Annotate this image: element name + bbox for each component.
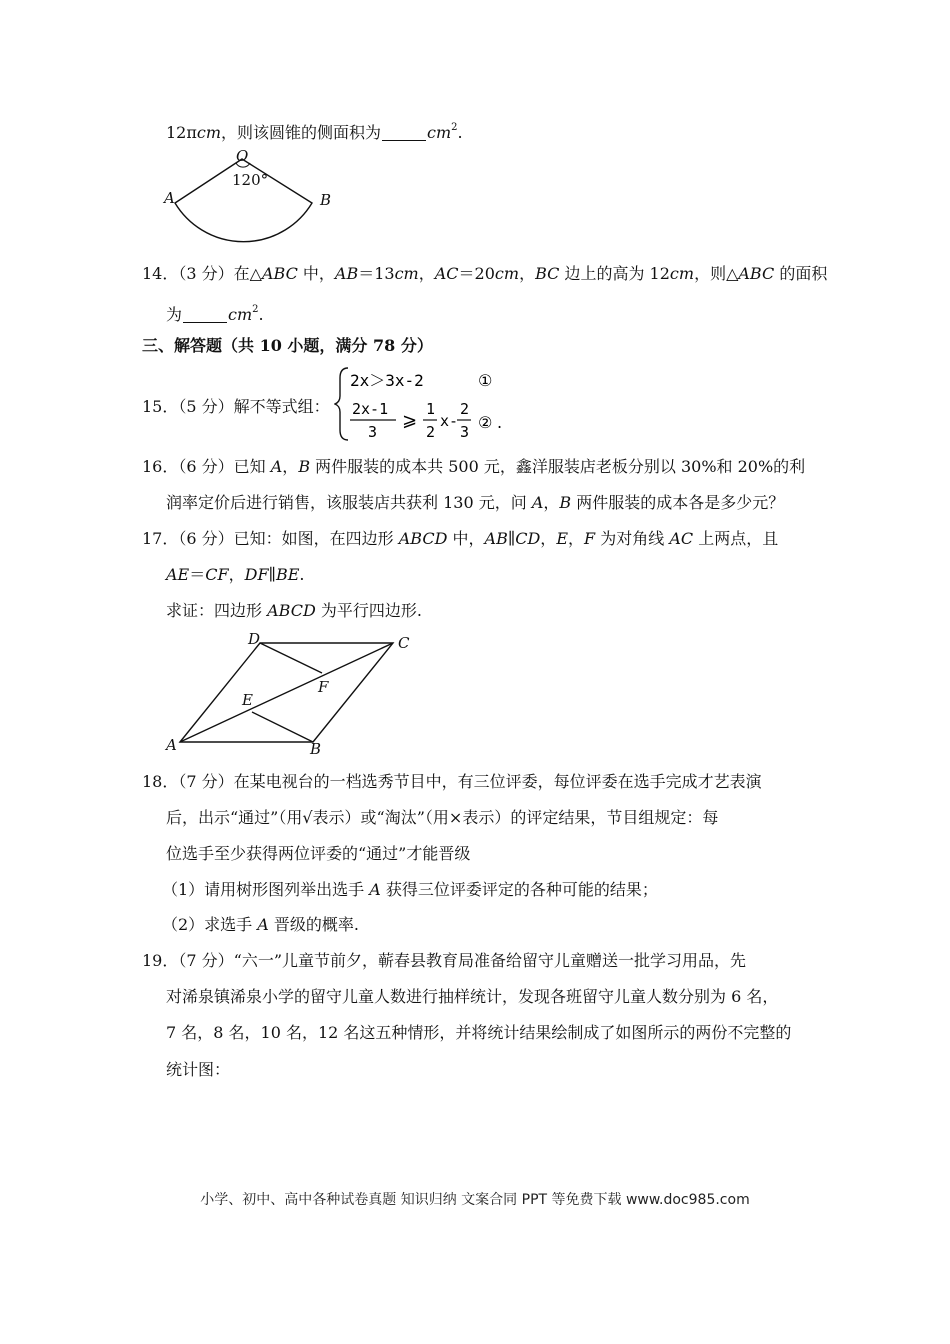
q19-line2: 对浠泉镇浠泉小学的留守儿童人数进行抽样统计，发现各班留守儿童人数分别为 6 名， <box>166 987 779 1006</box>
svg-text:3: 3 <box>460 423 470 441</box>
answer-blank <box>183 306 227 323</box>
svg-text:2: 2 <box>460 400 470 418</box>
q18-line1: 18．（7 分）在某电视台的一档选秀节目中，有三位评委，每位评委在选手完成才艺表演 <box>142 772 762 791</box>
svg-text:1: 1 <box>426 400 436 418</box>
q16-line2: 润率定价后进行销售，该服装店共获利 130 元，问 A，B 两件服装的成本各是多少元？ <box>166 493 785 512</box>
inequality-system <box>334 364 514 444</box>
label-f: F <box>318 678 329 696</box>
q17-line2: AE＝CF，DF∥BE. <box>166 565 305 584</box>
q17-line3: 求证：四边形 ABCD 为平行四边形. <box>166 601 422 620</box>
svg-text:.: . <box>497 413 503 432</box>
label-o: O <box>236 147 249 165</box>
q15-line: 15．（5 分）解不等式组： <box>142 397 330 416</box>
page-footer: 小学、初中、高中各种试卷真题 知识归纳 文案合同 PPT 等免费下载 www.doc985.com <box>200 1192 750 1208</box>
svg-text:x-: x- <box>440 412 459 430</box>
q18-line2: 后，出示“通过”（用√表示）或“淘汰”（用×表示）的评定结果，节目组规定：每 <box>166 808 719 827</box>
q19-line1: 19．（7 分）“六一”儿童节前夕，蕲春县教育局准备给留守儿童赠送一批学习用品，先 <box>142 951 747 970</box>
q19-line3: 7 名，8 名，10 名，12 名这五种情形，并将统计结果绘制成了如图所示的两份不完整的 <box>166 1023 792 1042</box>
answer-blank <box>382 124 426 141</box>
label-c: C <box>398 634 410 652</box>
q16-line1: 16．（6 分）已知 A，B 两件服装的成本共 500 元，鑫洋服装店老板分别以 30%和 20%的利 <box>142 457 806 476</box>
q18-line3: 位选手至少获得两位评委的“通过”才能晋级 <box>166 844 471 863</box>
svg-text:2: 2 <box>426 423 436 441</box>
label-a: A <box>164 189 175 207</box>
q13-tail: 12πcm，则该圆锥的侧面积为 $cm^2$. <box>166 122 463 142</box>
q17-line1: 17．（6 分）已知：如图，在四边形 ABCD 中，AB∥CD，E，F 为对角线 AC 上两点，且 <box>142 529 779 548</box>
q18-sub2: （2）求选手 A 晋级的概率. <box>162 915 360 934</box>
label-e: E <box>242 691 253 709</box>
svg-text:3: 3 <box>368 423 378 441</box>
q14-line1: 14．（3 分）在△ABC 中，AB＝13cm，AC＝20cm，BC 边上的高为 12cm，则△ABC 的面积 <box>142 264 828 283</box>
q18-sub1: （1）请用树形图列举出选手 A 获得三位评委评定的各种可能的结果； <box>162 880 658 899</box>
figure-sector <box>160 145 340 245</box>
q14-line2: 为 $cm^2$. <box>166 304 264 324</box>
svg-text:⩾: ⩾ <box>402 410 418 431</box>
figure-quadrilateral <box>160 628 420 758</box>
svg-text:①: ① <box>478 371 493 390</box>
label-angle: 120° <box>232 171 269 189</box>
svg-text:2x＞3x-2: 2x＞3x-2 <box>350 371 424 390</box>
label-a: A <box>166 736 177 754</box>
section-title: 三、解答题（共 10 小题，满分 78 分） <box>142 336 433 355</box>
svg-text:②: ② <box>478 413 493 432</box>
svg-text:2x-1: 2x-1 <box>352 400 389 418</box>
q19-line4: 统计图： <box>166 1060 231 1079</box>
label-b: B <box>320 191 332 209</box>
label-d: D <box>248 630 261 648</box>
label-b: B <box>310 740 322 758</box>
